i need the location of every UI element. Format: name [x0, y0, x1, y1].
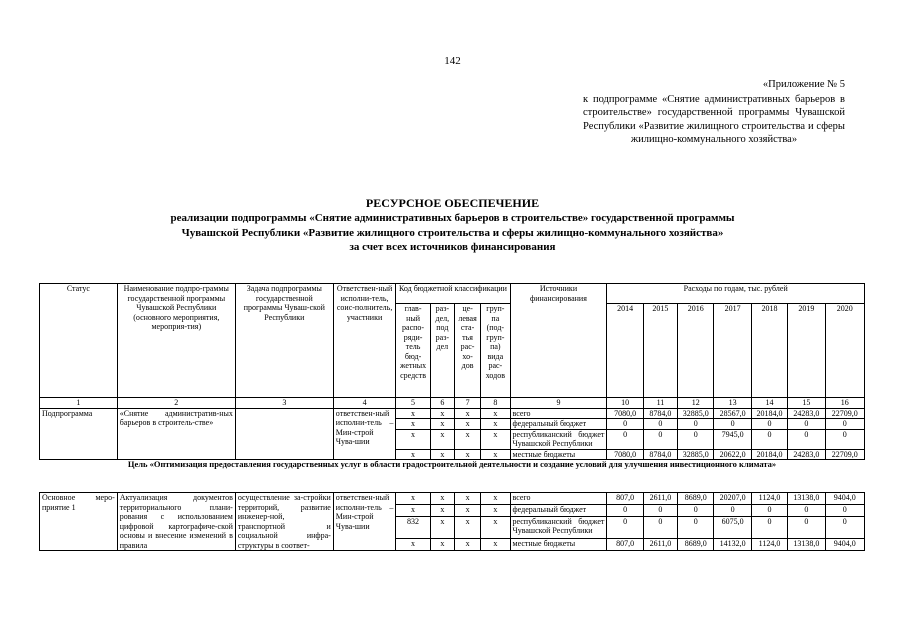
value-cell: 8689,0 — [678, 539, 714, 551]
code-cell: x — [454, 504, 480, 516]
title-main: РЕСУРСНОЕ ОБЕСПЕЧЕНИЕ — [365, 196, 540, 210]
block2-name: Актуализация документов территориального плани-рования с использованием цифровой картографиче-ской основы и внесение изменений в правила — [117, 493, 235, 551]
block1-responsible: ответствен-ный исполни-тель – Мин-строй Чува-шии — [333, 408, 396, 460]
value-cell: 1124,0 — [751, 539, 787, 551]
value-cell: 7945,0 — [714, 429, 751, 449]
block2-task: осуществление за-стройки территорий, развитие инженер-ной, транспортной и социальной инфра-структуры в соответ- — [235, 493, 333, 551]
value-cell: 0 — [678, 419, 714, 430]
header-year-2015: 2015 — [643, 304, 677, 398]
value-cell: 13138,0 — [788, 539, 825, 551]
header-program-name: Наименование подпро-граммы государственной программы Чувашской Республики (основного мероприятия, мероприя-тия) — [117, 284, 235, 398]
value-cell: 807,0 — [607, 539, 643, 551]
document-title — [0, 196, 905, 255]
value-cell: 0 — [643, 429, 677, 449]
value-cell: 0 — [788, 504, 825, 516]
source-cell: федеральный бюджет — [510, 504, 607, 516]
code-cell: x — [454, 539, 480, 551]
appendix-line-1: «Приложение № 5 — [762, 79, 845, 90]
block1-task — [235, 408, 333, 460]
value-cell: 20207,0 — [714, 493, 751, 505]
code-cell: x — [481, 419, 510, 430]
header-sources: Источники финансирования — [510, 284, 607, 398]
value-cell: 0 — [678, 516, 714, 539]
source-cell: всего — [510, 493, 607, 505]
code-cell: x — [396, 449, 430, 460]
source-cell: республиканский бюджет Чувашской Республики — [510, 516, 607, 539]
col-number: 1 — [40, 398, 118, 409]
header-year-2019: 2019 — [788, 304, 825, 398]
title-sub-2: Чувашской Республики «Развитие жилищного строительства и сферы жилищно-коммунального хозяйства» — [181, 226, 724, 239]
source-cell: местные бюджеты — [510, 449, 607, 460]
value-cell: 8784,0 — [643, 408, 677, 419]
col-number: 9 — [510, 398, 607, 409]
header-year-2020: 2020 — [825, 304, 865, 398]
code-cell: x — [430, 429, 454, 449]
value-cell: 0 — [751, 419, 787, 430]
value-cell: 20184,0 — [751, 449, 787, 460]
header-code-section: раз-дел, под раз-дел — [430, 304, 454, 398]
value-cell: 0 — [788, 516, 825, 539]
code-cell: x — [481, 504, 510, 516]
code-cell: x — [454, 408, 480, 419]
value-cell: 24283,0 — [788, 449, 825, 460]
value-cell: 7080,0 — [607, 408, 643, 419]
value-cell: 0 — [751, 516, 787, 539]
col-number: 2 — [117, 398, 235, 409]
value-cell: 0 — [678, 504, 714, 516]
header-budget-code: Код бюджетной классификации — [396, 284, 510, 304]
code-cell: x — [454, 516, 480, 539]
code-cell: x — [481, 449, 510, 460]
value-cell: 20184,0 — [751, 408, 787, 419]
header-code-expense-group: груп-па (под-груп-па) вида рас-ходов — [481, 304, 510, 398]
value-cell: 0 — [788, 419, 825, 430]
code-cell: x — [430, 504, 454, 516]
value-cell: 0 — [825, 419, 865, 430]
code-cell: x — [430, 408, 454, 419]
resource-table — [39, 283, 865, 551]
value-cell: 0 — [643, 516, 677, 539]
value-cell: 0 — [751, 504, 787, 516]
value-cell: 0 — [643, 504, 677, 516]
value-cell: 13138,0 — [788, 493, 825, 505]
value-cell: 2611,0 — [643, 493, 677, 505]
code-cell: x — [430, 419, 454, 430]
value-cell: 0 — [607, 419, 643, 430]
value-cell: 0 — [714, 504, 751, 516]
col-number: 13 — [714, 398, 751, 409]
goal-row — [40, 460, 865, 493]
header-responsible: Ответствен-ный исполни-тель, соис-полнитель, участники — [333, 284, 396, 398]
code-cell: x — [481, 516, 510, 539]
value-cell: 6075,0 — [714, 516, 751, 539]
value-cell: 0 — [825, 516, 865, 539]
code-cell: x — [481, 493, 510, 505]
code-cell: x — [481, 408, 510, 419]
header-status: Статус — [40, 284, 118, 398]
table-row — [40, 493, 865, 505]
code-cell: x — [396, 419, 430, 430]
value-cell: 22709,0 — [825, 408, 865, 419]
appendix-note — [583, 78, 845, 147]
value-cell: 0 — [751, 429, 787, 449]
value-cell: 9404,0 — [825, 493, 865, 505]
code-cell: x — [430, 539, 454, 551]
header-year-2014: 2014 — [607, 304, 643, 398]
col-number: 10 — [607, 398, 643, 409]
value-cell: 9404,0 — [825, 539, 865, 551]
code-cell: x — [454, 493, 480, 505]
col-number: 15 — [788, 398, 825, 409]
header-row-1 — [40, 284, 865, 304]
code-cell: x — [396, 539, 430, 551]
col-number: 8 — [481, 398, 510, 409]
code-cell: x — [454, 429, 480, 449]
table-row — [40, 408, 865, 419]
value-cell: 0 — [643, 419, 677, 430]
col-number: 3 — [235, 398, 333, 409]
code-cell: x — [454, 449, 480, 460]
col-number: 14 — [751, 398, 787, 409]
col-number: 4 — [333, 398, 396, 409]
value-cell: 0 — [714, 419, 751, 430]
value-cell: 807,0 — [607, 493, 643, 505]
value-cell: 8784,0 — [643, 449, 677, 460]
code-cell: 832 — [396, 516, 430, 539]
page-number: 142 — [444, 55, 461, 67]
block2-responsible: ответствен-ный исполни-тель – Мин-строй Чува-шии — [333, 493, 396, 551]
source-cell: местные бюджеты — [510, 539, 607, 551]
block1-status: Подпрограмма — [40, 408, 118, 460]
code-cell: x — [396, 429, 430, 449]
value-cell: 0 — [788, 429, 825, 449]
value-cell: 14132,0 — [714, 539, 751, 551]
value-cell: 24283,0 — [788, 408, 825, 419]
code-cell: x — [430, 493, 454, 505]
value-cell: 22709,0 — [825, 449, 865, 460]
code-cell: x — [396, 408, 430, 419]
col-number: 5 — [396, 398, 430, 409]
header-expenses: Расходы по годам, тыс. рублей — [607, 284, 865, 304]
code-cell: x — [396, 493, 430, 505]
header-code-main-manager: глав-ный распо-ряди-тель бюд-жетных средств — [396, 304, 430, 398]
col-number: 12 — [678, 398, 714, 409]
code-cell: x — [430, 516, 454, 539]
appendix-line-2: к подпрограмме «Снятие административных барьеров в строительстве» государственной программы Чувашской Республики «Развитие жилищного строительства и сферы жилищно-коммунального хозяйства» — [583, 93, 845, 145]
code-cell: x — [454, 419, 480, 430]
code-cell: x — [430, 449, 454, 460]
header-code-target-article: це-левая ста-тья рас-хо-дов — [454, 304, 480, 398]
value-cell: 0 — [607, 429, 643, 449]
value-cell: 32885,0 — [678, 449, 714, 460]
value-cell: 2611,0 — [643, 539, 677, 551]
title-sub-1: реализации подпрограммы «Снятие административных барьеров в строительстве» государственной программы — [170, 212, 735, 224]
col-number: 11 — [643, 398, 677, 409]
value-cell: 0 — [825, 429, 865, 449]
title-sub-3: за счет всех источников финансирования — [349, 241, 556, 253]
source-cell: федеральный бюджет — [510, 419, 607, 430]
header-task: Задача подпрограммы государственной программы Чуваш-ской Республики — [235, 284, 333, 398]
col-number: 7 — [454, 398, 480, 409]
value-cell: 7080,0 — [607, 449, 643, 460]
header-year-2018: 2018 — [751, 304, 787, 398]
value-cell: 0 — [678, 429, 714, 449]
value-cell: 20622,0 — [714, 449, 751, 460]
goal-text: Цель «Оптимизация предоставления государственных услуг в области градостроительной деятельности и создание условий для улучшения инвестиционного климата» — [40, 460, 865, 493]
code-cell: x — [481, 429, 510, 449]
header-year-2017: 2017 — [714, 304, 751, 398]
column-numbers-row — [40, 398, 865, 409]
value-cell: 0 — [825, 504, 865, 516]
value-cell: 1124,0 — [751, 493, 787, 505]
col-number: 6 — [430, 398, 454, 409]
header-year-2016: 2016 — [678, 304, 714, 398]
value-cell: 28567,0 — [714, 408, 751, 419]
source-cell: республиканский бюджет Чувашской Республики — [510, 429, 607, 449]
code-cell: x — [481, 539, 510, 551]
block2-status: Основное меро-приятие 1 — [40, 493, 118, 551]
value-cell: 8689,0 — [678, 493, 714, 505]
value-cell: 32885,0 — [678, 408, 714, 419]
source-cell: всего — [510, 408, 607, 419]
value-cell: 0 — [607, 516, 643, 539]
block1-name: «Снятие административ-ных барьеров в строитель-стве» — [117, 408, 235, 460]
code-cell: x — [396, 504, 430, 516]
value-cell: 0 — [607, 504, 643, 516]
col-number: 16 — [825, 398, 865, 409]
